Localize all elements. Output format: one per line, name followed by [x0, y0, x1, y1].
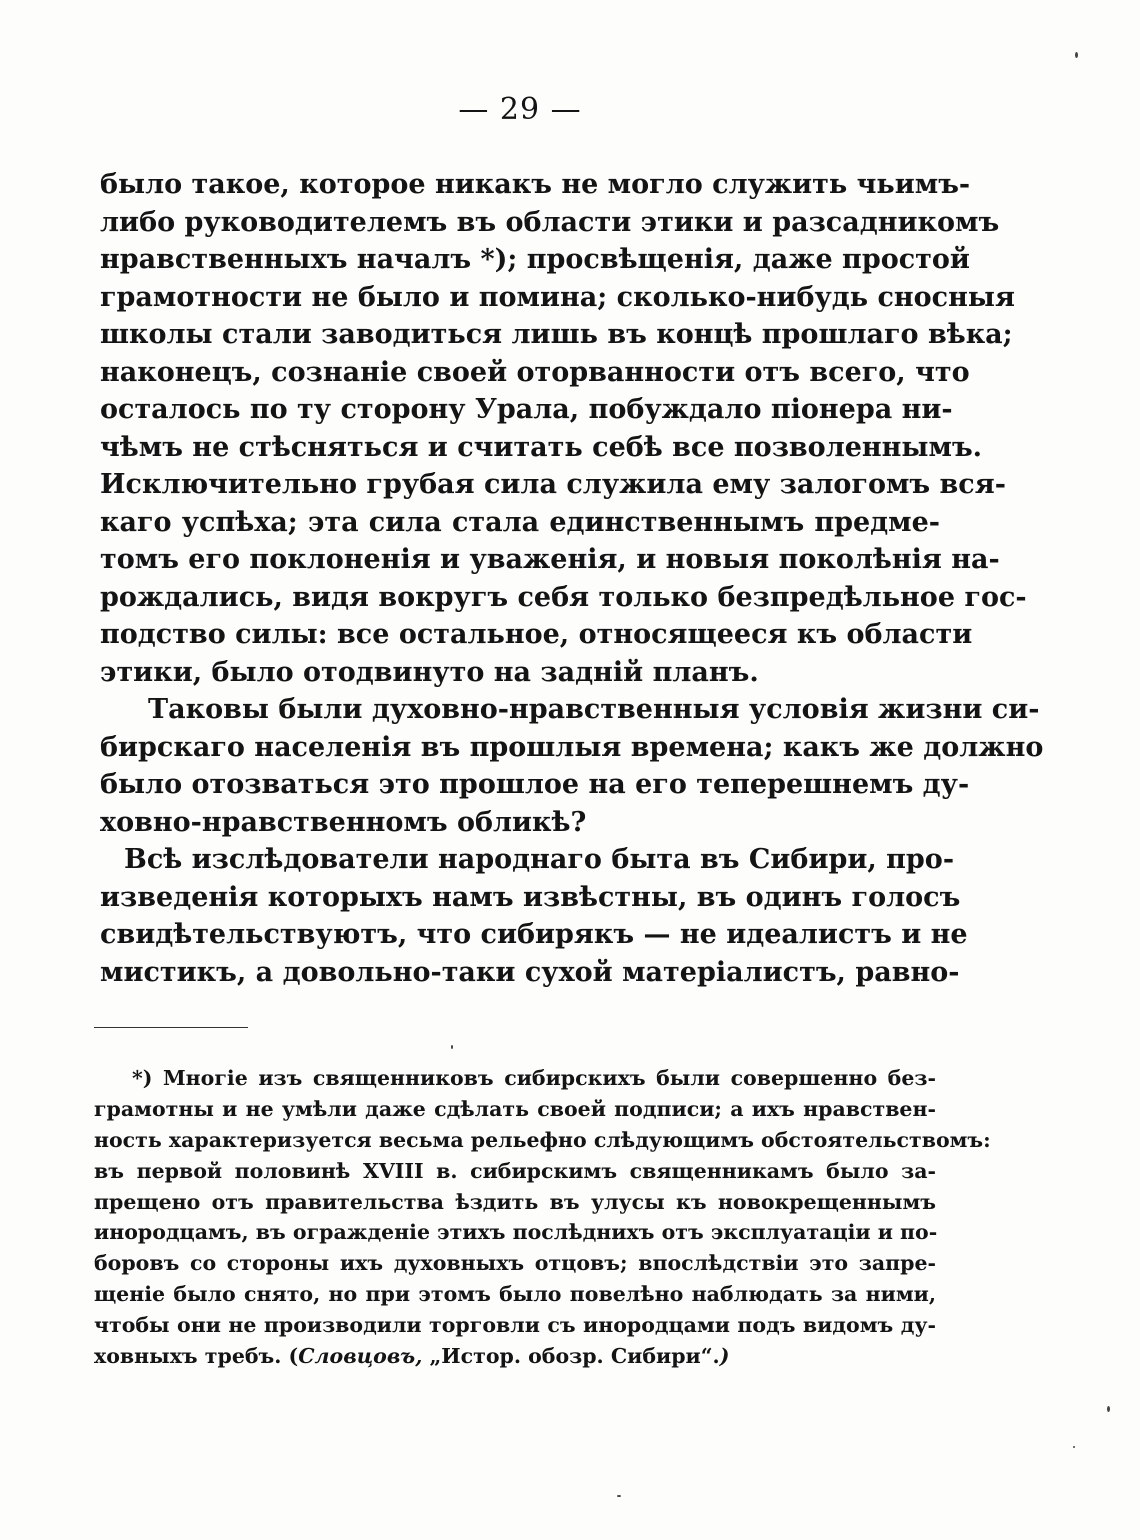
footnote-citation-line	[94, 1341, 936, 1372]
body-line: бирскаго населенія въ прошлыя времена; какъ же должно	[100, 731, 1044, 763]
body-line: школы стали заводиться лишь въ концѣ прошлаго вѣка;	[100, 319, 1013, 350]
body-line: либо руководителемъ въ области этики и разсадникомъ	[100, 206, 1000, 238]
body-line: подство силы: все остальное, относящееся къ области	[100, 619, 973, 650]
body-line: изведенія которыхъ намъ извѣстны, въ одинъ голосъ	[100, 881, 961, 913]
footnote-text: ховныхъ требъ. (	[94, 1344, 299, 1369]
body-text	[100, 166, 1044, 991]
citation-author: Словцовъ,	[298, 1344, 423, 1369]
speck	[451, 1045, 453, 1049]
body-line: этики, было отодвинуто на задній планъ.	[100, 656, 759, 688]
footnote-line: инородцамъ, въ огражденіе этихъ послѣднихъ отъ эксплуатаціи и по-	[94, 1220, 938, 1245]
footnote-divider	[94, 1027, 248, 1028]
footnote-line: въ первой половинѣ XVIII в. сибирскимъ священникамъ было за-	[94, 1158, 936, 1183]
footnote-line: грамотны и не умѣли даже сдѣлать своей подписи; а ихъ нравствен-	[94, 1096, 936, 1121]
footnote-line: чтобы они не производили торговли съ инородцами подъ видомъ ду-	[94, 1313, 936, 1338]
footnote-line: прещено отъ правительства ѣздить въ улусы къ новокрещеннымъ	[94, 1189, 936, 1214]
body-line: было отозваться это прошлое на его теперешнемъ ду-	[100, 769, 970, 800]
body-line: ховно-нравственномъ обликѣ?	[100, 806, 587, 838]
speck	[1073, 1446, 1075, 1448]
body-line: рождались, видя вокругъ себя только безпредѣльное гос-	[100, 581, 1027, 613]
footnote	[94, 1063, 991, 1372]
body-line: томъ его поклоненія и уваженія, и новыя поколѣнія на-	[100, 544, 1000, 575]
paragraph-start-line: Всѣ изслѣдователи народнаго быта въ Сибири, про-	[124, 844, 955, 875]
body-line: каго успѣха; эта сила стала единственнымъ предме-	[100, 506, 940, 538]
speck	[1107, 1406, 1110, 1412]
body-line: свидѣтельствуютъ, что сибирякъ — не идеалистъ и не	[100, 919, 968, 950]
citation-close: )	[719, 1344, 730, 1369]
body-line: грамотности не было и помина; сколько-нибудь сносныя	[100, 281, 1015, 313]
speck	[617, 1495, 621, 1497]
footnote-line: боровъ со стороны ихъ духовныхъ отцовъ; впослѣдствіи это запре-	[94, 1251, 936, 1276]
body-line: Исключительно грубая сила служила ему залогомъ вся-	[100, 469, 1006, 500]
footnote-line: *) Многіе изъ священниковъ сибирскихъ были совершенно без-	[132, 1066, 936, 1090]
footnote-line: щеніе было снято, но при этомъ было повелѣно наблюдать за ними,	[94, 1282, 936, 1307]
body-line: мистикъ, а довольно-таки сухой матеріалистъ, равно-	[100, 956, 960, 988]
body-line: чѣмъ не стѣсняться и считать себѣ все позволеннымъ.	[100, 431, 983, 463]
citation-title: „Истор. обозр. Сибири“.	[422, 1344, 720, 1369]
body-line: наконецъ, сознаніе своей оторванности отъ всего, что	[100, 356, 970, 388]
body-line: осталось по ту сторону Урала, побуждало піонера ни-	[100, 394, 953, 425]
speck	[1075, 52, 1078, 58]
paragraph-start-line: Таковы были духовно-нравственныя условія жизни си-	[148, 694, 1040, 725]
footnote-line: ность характеризуется весьма рельефно слѣдующимъ обстоятельствомъ:	[94, 1127, 991, 1152]
page-number: — 29 —	[458, 92, 582, 127]
body-line: нравственныхъ началъ *); просвѣщенія, даже простой	[100, 244, 970, 275]
body-line: было такое, которое никакъ не могло служить чьимъ-	[100, 169, 971, 200]
